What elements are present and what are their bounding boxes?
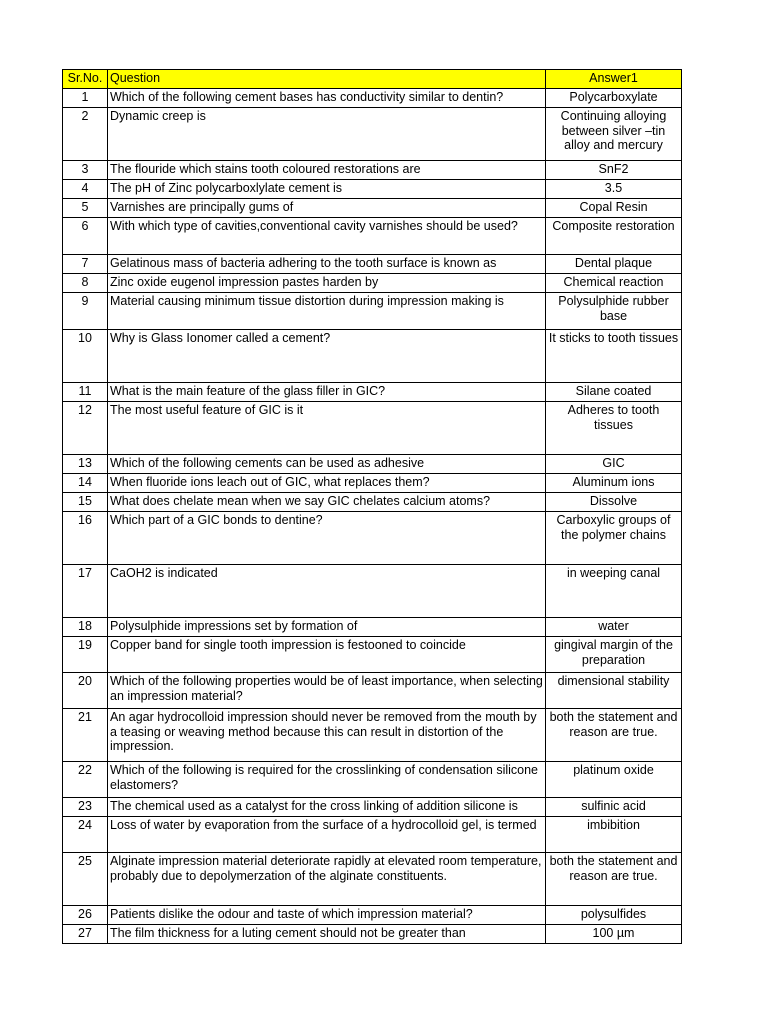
row-number: 6: [63, 218, 108, 255]
row-number: 20: [63, 673, 108, 709]
row-answer: gingival margin of the preparation: [546, 637, 682, 673]
row-number: 1: [63, 89, 108, 108]
row-answer: Composite restoration: [546, 218, 682, 255]
row-number: 4: [63, 180, 108, 199]
table-row: [63, 925, 682, 944]
row-answer: SnF2: [546, 161, 682, 180]
row-answer: Polysulphide rubber base: [546, 293, 682, 330]
row-answer: Adheres to tooth tissues: [546, 402, 682, 455]
row-answer: Aluminum ions: [546, 474, 682, 493]
row-answer: Dissolve: [546, 493, 682, 512]
row-number: 10: [63, 330, 108, 383]
row-question: Polysulphide impressions set by formation of: [108, 618, 546, 637]
row-question: Material causing minimum tissue distortion during impression making is: [108, 293, 546, 330]
header-row: [63, 70, 682, 89]
header-sr-no: Sr.No.: [63, 70, 108, 89]
row-answer: dimensional stability: [546, 673, 682, 709]
table-body: [63, 89, 682, 944]
table-row: [63, 618, 682, 637]
row-question: The most useful feature of GIC is it: [108, 402, 546, 455]
row-number: 17: [63, 565, 108, 618]
row-number: 15: [63, 493, 108, 512]
row-answer: Copal Resin: [546, 199, 682, 218]
row-number: 5: [63, 199, 108, 218]
row-number: 13: [63, 455, 108, 474]
table-row: [63, 762, 682, 798]
row-answer: Carboxylic groups of the polymer chains: [546, 512, 682, 565]
row-question: The flouride which stains tooth coloured restorations are: [108, 161, 546, 180]
row-question: Why is Glass Ionomer called a cement?: [108, 330, 546, 383]
row-question: Copper band for single tooth impression is festooned to coincide: [108, 637, 546, 673]
row-answer: GIC: [546, 455, 682, 474]
row-number: 3: [63, 161, 108, 180]
row-question: Which part of a GIC bonds to dentine?: [108, 512, 546, 565]
row-answer: Continuing alloying between silver –tin alloy and mercury: [546, 108, 682, 161]
table-row: [63, 199, 682, 218]
row-question: Alginate impression material deteriorate rapidly at elevated room temperature, probably due to depolymerzation of the alginate constituents.: [108, 853, 546, 906]
row-question: The pH of Zinc polycarboxlylate cement is: [108, 180, 546, 199]
table-row: [63, 853, 682, 906]
row-question: Which of the following is required for the crosslinking of condensation silicone elastomers?: [108, 762, 546, 798]
row-answer: Silane coated: [546, 383, 682, 402]
row-number: 2: [63, 108, 108, 161]
row-answer: polysulfides: [546, 906, 682, 925]
row-answer: imbibition: [546, 817, 682, 853]
table-row: [63, 455, 682, 474]
table-row: [63, 108, 682, 161]
row-number: 24: [63, 817, 108, 853]
table-row: [63, 512, 682, 565]
question-answer-table: [62, 69, 682, 944]
row-answer: in weeping canal: [546, 565, 682, 618]
row-number: 12: [63, 402, 108, 455]
row-answer: 100 µm: [546, 925, 682, 944]
row-answer: It sticks to tooth tissues: [546, 330, 682, 383]
row-number: 18: [63, 618, 108, 637]
table-row: [63, 906, 682, 925]
row-question: Zinc oxide eugenol impression pastes harden by: [108, 274, 546, 293]
table-row: [63, 817, 682, 853]
table-row: [63, 493, 682, 512]
row-question: Varnishes are principally gums of: [108, 199, 546, 218]
row-number: 22: [63, 762, 108, 798]
row-number: 8: [63, 274, 108, 293]
table-row: [63, 330, 682, 383]
table-row: [63, 637, 682, 673]
table-row: [63, 274, 682, 293]
row-number: 19: [63, 637, 108, 673]
row-number: 27: [63, 925, 108, 944]
row-question: Loss of water by evaporation from the surface of a hydrocolloid gel, is termed: [108, 817, 546, 853]
row-number: 14: [63, 474, 108, 493]
row-answer: 3.5: [546, 180, 682, 199]
table-row: [63, 474, 682, 493]
row-question: Which of the following cements can be used as adhesive: [108, 455, 546, 474]
header-question: Question: [108, 70, 546, 89]
table-row: [63, 89, 682, 108]
table-row: [63, 293, 682, 330]
table-row: [63, 255, 682, 274]
row-question: Which of the following properties would be of least importance, when selecting an impression material?: [108, 673, 546, 709]
row-question: Dynamic creep is: [108, 108, 546, 161]
row-answer: platinum oxide: [546, 762, 682, 798]
row-question: An agar hydrocolloid impression should never be removed from the mouth by a teasing or weaving method because this can result in distortion of the impression.: [108, 709, 546, 762]
row-question: When fluoride ions leach out of GIC, what replaces them?: [108, 474, 546, 493]
row-number: 25: [63, 853, 108, 906]
row-number: 23: [63, 798, 108, 817]
table-row: [63, 565, 682, 618]
row-question: CaOH2 is indicated: [108, 565, 546, 618]
table-row: [63, 709, 682, 762]
table-row: [63, 673, 682, 709]
row-answer: Chemical reaction: [546, 274, 682, 293]
row-question: Which of the following cement bases has conductivity similar to dentin?: [108, 89, 546, 108]
row-question: Gelatinous mass of bacteria adhering to the tooth surface is known as: [108, 255, 546, 274]
table-row: [63, 798, 682, 817]
row-question: Patients dislike the odour and taste of which impression material?: [108, 906, 546, 925]
table-row: [63, 180, 682, 199]
row-number: 7: [63, 255, 108, 274]
row-answer: both the statement and reason are true.: [546, 853, 682, 906]
row-number: 26: [63, 906, 108, 925]
table-row: [63, 161, 682, 180]
row-question: The chemical used as a catalyst for the cross linking of addition silicone is: [108, 798, 546, 817]
row-question: What does chelate mean when we say GIC chelates calcium atoms?: [108, 493, 546, 512]
row-question: The film thickness for a luting cement should not be greater than: [108, 925, 546, 944]
row-answer: both the statement and reason are true.: [546, 709, 682, 762]
row-number: 9: [63, 293, 108, 330]
row-number: 16: [63, 512, 108, 565]
row-number: 11: [63, 383, 108, 402]
row-answer: sulfinic acid: [546, 798, 682, 817]
row-question: What is the main feature of the glass filler in GIC?: [108, 383, 546, 402]
table-row: [63, 402, 682, 455]
row-answer: Polycarboxylate: [546, 89, 682, 108]
header-answer: Answer1: [546, 70, 682, 89]
table-row: [63, 218, 682, 255]
row-question: With which type of cavities,conventional cavity varnishes should be used?: [108, 218, 546, 255]
row-answer: Dental plaque: [546, 255, 682, 274]
row-answer: water: [546, 618, 682, 637]
row-number: 21: [63, 709, 108, 762]
table-row: [63, 383, 682, 402]
